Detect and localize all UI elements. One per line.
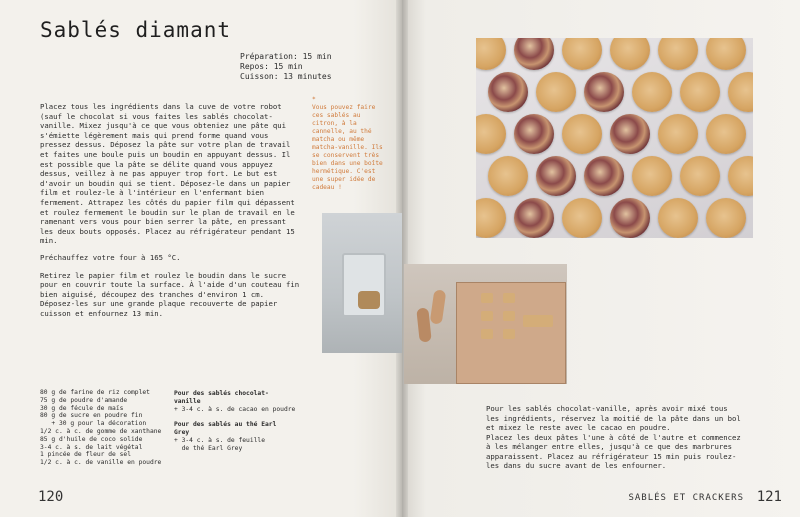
instruction-paragraph: Préchauffez votre four à 165 °C. xyxy=(40,253,181,263)
instruction-paragraph: Placez les deux pâtes l'une à côté de l'autre et commencez à les mélanger entre elles, jusqu'à ce que des marbrures apparaissent. Placez au réfrigérateur 15 min puis roulez-les dans du sucre avant de les enfourner. xyxy=(486,432,741,470)
baking-tray xyxy=(456,282,566,384)
ingredient-item: + 30 g pour la décoration xyxy=(40,420,147,428)
plain-cookie xyxy=(610,38,650,70)
page-number-right: 121 xyxy=(756,489,782,505)
marbled-cookie xyxy=(514,198,554,238)
tip-note xyxy=(312,96,388,192)
variant-line: + 3-4 c. à s. de cacao en poudre xyxy=(174,405,296,413)
plain-cookie xyxy=(632,156,672,196)
marbled-cookie xyxy=(610,198,650,238)
recipe-title: Sablés diamant xyxy=(40,18,232,42)
marbled-cookie xyxy=(514,114,554,154)
dough-slice xyxy=(503,329,515,339)
variant-chocolate xyxy=(174,390,294,413)
marbled-cookie xyxy=(584,156,624,196)
dough-slice xyxy=(523,315,553,327)
dough-log xyxy=(430,289,447,324)
plain-cookie xyxy=(476,38,506,70)
baking-tray-photo xyxy=(404,264,567,384)
ingredient-item: 1/2 c. à c. de vanille en poudre xyxy=(40,459,162,467)
dough-slice xyxy=(503,311,515,321)
prep-times xyxy=(240,52,332,82)
cookies-photo xyxy=(476,38,753,238)
plain-cookie xyxy=(476,114,506,154)
ingredient-item: 30 g de fécule de maïs xyxy=(40,404,124,412)
variant-line: de thé Earl Grey xyxy=(174,444,243,452)
instruction-paragraph: Pour les sablés chocolat-vanille, après avoir mixé tous les ingrédients, réservez la moitié de la pâte dans un bol et mixez le reste avec le cacao en poudre. xyxy=(486,404,741,432)
plain-cookie xyxy=(488,156,528,196)
plain-cookie xyxy=(562,38,602,70)
instructions xyxy=(40,102,302,326)
dough-slice xyxy=(481,293,493,303)
ingredient-item: 80 g de sucre en poudre fin xyxy=(40,412,143,420)
running-head: SABLÉS ET CRACKERS xyxy=(628,493,744,503)
ingredient-list xyxy=(40,389,166,467)
variant-title: Pour des sablés chocolat-vanille xyxy=(174,390,269,405)
ingredient-item: 85 g d'huile de coco solide xyxy=(40,435,143,443)
variants xyxy=(174,390,294,461)
plain-cookie xyxy=(706,114,746,154)
marbled-cookie xyxy=(584,72,624,112)
plain-cookie xyxy=(706,198,746,238)
plain-cookie xyxy=(536,72,576,112)
plain-cookie xyxy=(706,38,746,70)
ingredient-item: 1/2 c. à c. de gomme de xanthane xyxy=(40,427,162,435)
rest-time: Repos: 15 min xyxy=(240,62,303,71)
right-instructions xyxy=(486,404,744,471)
variant-title: Pour des sablés au thé Earl Grey xyxy=(174,421,277,437)
plain-cookie xyxy=(658,114,698,154)
plain-cookie xyxy=(476,198,506,238)
instruction-paragraph: Placez tous les ingrédients dans la cuve de votre robot (sauf le chocolat si vous faites les sablés chocolat-vanille. Mixez jusqu'à ce que vous obteniez une pâte qui s'émiette légèrement mais qui prend forme quand vous pressez dessus. Déposez la pâte sur votre plan de travail et faites une boule puis un boudin en appuyant dessus. Il est possible que la pâte se délite quand vous appuyez dessus, veillez à ne pas appuyer trop fort. Le but est d'avoir un boudin qui se tient. Déposez-le dans un papier film et roulez-le à l'intérieur en l'enfermant bien fermement. Attrapez les côtés du papier film qui dépassent et roulez fermement le boudin sur le plan de travail en le ramenant vers vous pour bien serrer la pâte, en pressant les deux bouts opposés. Placez au réfrigérateur pendant 15 min. xyxy=(40,102,295,246)
ingredient-item: 75 g de poudre d'amande xyxy=(40,396,128,404)
plain-cookie xyxy=(658,198,698,238)
cook-time: Cuisson: 13 minutes xyxy=(240,72,332,81)
plain-cookie xyxy=(632,72,672,112)
dough xyxy=(358,291,380,309)
page-number-left: 120 xyxy=(38,489,64,505)
variant-line: + 3-4 c. à s. de feuille xyxy=(174,436,265,444)
dough-slice xyxy=(481,311,493,321)
dough-slice xyxy=(503,293,515,303)
ingredient-item: 80 g de farine de riz complet xyxy=(40,389,150,396)
instruction-paragraph: Retirez le papier film et roulez le boudin dans le sucre pour en couvrir toute la surface. À l'aide d'un couteau fin bien aiguisé, découpez des tranches d'environ 1 cm. Déposez-les sur une grande plaque recouverte de papier cuisson et enfournez 13 min. xyxy=(40,270,300,318)
variant-earl-grey xyxy=(174,421,294,452)
dough-slice xyxy=(481,329,493,339)
marbled-cookie xyxy=(488,72,528,112)
prep-time: Préparation: 15 min xyxy=(240,52,332,61)
tip-text: Vous pouvez faire ces sablés au citron, à la cannelle, au thé matcha ou même matcha-vanille. Ils se conservent très bien dans une boîte hermétique. C'est une super idée de cadeau ! xyxy=(312,104,383,191)
plain-cookie xyxy=(562,114,602,154)
dough-log xyxy=(416,307,431,342)
ingredient-item: 1 pincée de fleur de sel xyxy=(40,451,131,459)
plain-cookie xyxy=(728,156,753,196)
plain-cookie xyxy=(728,72,753,112)
marbled-cookie xyxy=(610,114,650,154)
plain-cookie xyxy=(658,38,698,70)
marbled-cookie xyxy=(514,38,554,70)
food-processor-photo xyxy=(322,213,402,353)
plain-cookie xyxy=(562,198,602,238)
marbled-cookie xyxy=(536,156,576,196)
plain-cookie xyxy=(680,72,720,112)
plain-cookie xyxy=(680,156,720,196)
tip-marker: * xyxy=(312,96,316,103)
ingredient-item: 3-4 c. à s. de lait végétal xyxy=(40,443,143,451)
